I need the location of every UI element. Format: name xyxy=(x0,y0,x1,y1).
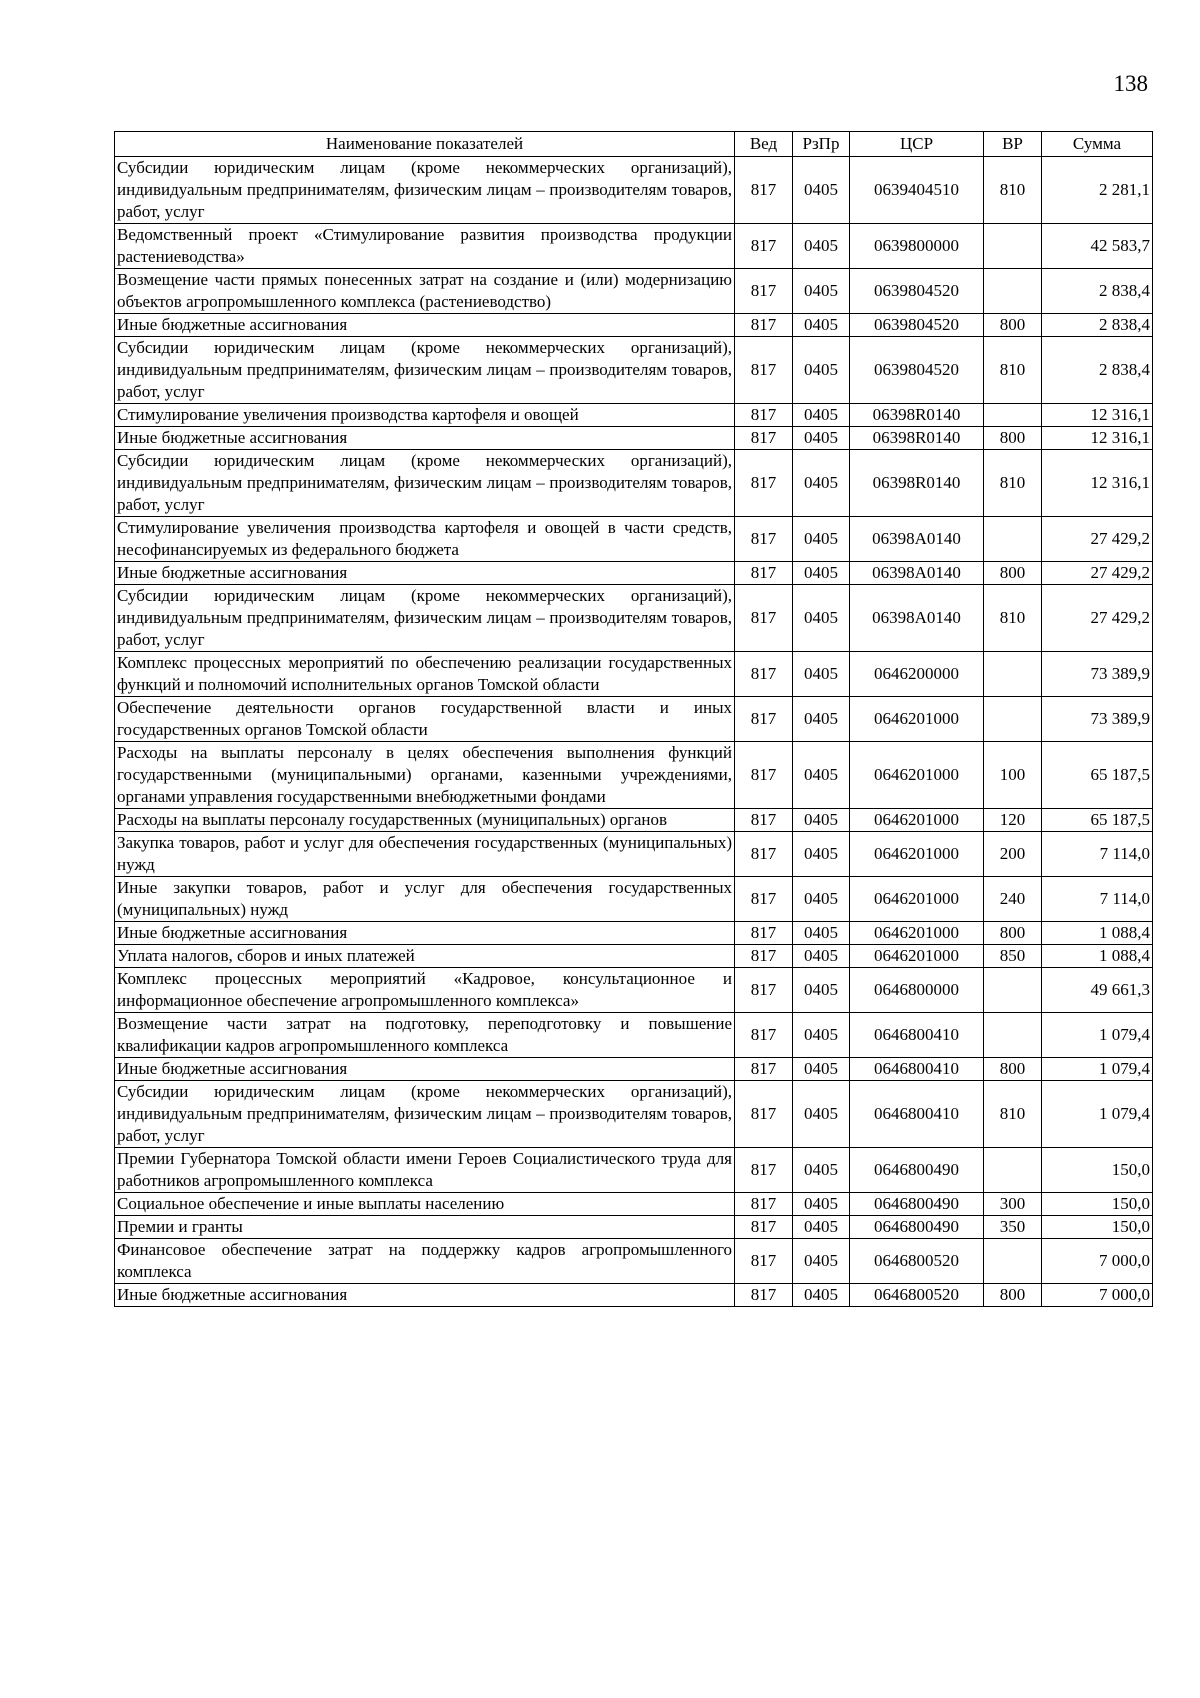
table-header-row xyxy=(115,132,1153,157)
cell-sum: 27 429,2 xyxy=(1042,562,1153,585)
cell-rzpr: 0405 xyxy=(793,337,850,404)
cell-ved: 817 xyxy=(735,585,793,652)
cell-name: Закупка товаров, работ и услуг для обеспечения государственных (муниципальных) нужд xyxy=(115,832,735,877)
cell-vr: 810 xyxy=(984,157,1042,224)
cell-csr: 0646800000 xyxy=(850,968,984,1013)
table-row xyxy=(115,157,1153,224)
cell-csr: 0646201000 xyxy=(850,922,984,945)
cell-csr: 0646201000 xyxy=(850,832,984,877)
cell-vr: 810 xyxy=(984,337,1042,404)
cell-csr: 06398R0140 xyxy=(850,427,984,450)
cell-sum: 12 316,1 xyxy=(1042,427,1153,450)
table-row xyxy=(115,450,1153,517)
cell-ved: 817 xyxy=(735,697,793,742)
cell-vr: 800 xyxy=(984,1058,1042,1081)
cell-vr: 200 xyxy=(984,832,1042,877)
cell-csr: 0646800520 xyxy=(850,1239,984,1284)
cell-csr: 06398A0140 xyxy=(850,562,984,585)
cell-name: Субсидии юридическим лицам (кроме некоммерческих организаций), индивидуальным предпринимателям, физическим лицам – производителям товаров, работ, услуг xyxy=(115,157,735,224)
cell-csr: 0639800000 xyxy=(850,224,984,269)
header-name: Наименование показателей xyxy=(115,132,735,157)
cell-ved: 817 xyxy=(735,427,793,450)
cell-ved: 817 xyxy=(735,922,793,945)
table-row xyxy=(115,1284,1153,1307)
cell-rzpr: 0405 xyxy=(793,832,850,877)
cell-vr: 810 xyxy=(984,450,1042,517)
table-row xyxy=(115,404,1153,427)
cell-name: Премии Губернатора Томской области имени Героев Социалистического труда для работников агропромышленного комплекса xyxy=(115,1148,735,1193)
cell-csr: 0639804520 xyxy=(850,337,984,404)
cell-rzpr: 0405 xyxy=(793,1013,850,1058)
cell-rzpr: 0405 xyxy=(793,1239,850,1284)
cell-sum: 2 838,4 xyxy=(1042,337,1153,404)
cell-sum: 7 000,0 xyxy=(1042,1239,1153,1284)
table-row xyxy=(115,1239,1153,1284)
cell-rzpr: 0405 xyxy=(793,517,850,562)
cell-ved: 817 xyxy=(735,1058,793,1081)
table-row xyxy=(115,269,1153,314)
table-row xyxy=(115,742,1153,809)
cell-vr xyxy=(984,269,1042,314)
cell-sum: 27 429,2 xyxy=(1042,585,1153,652)
cell-ved: 817 xyxy=(735,1081,793,1148)
cell-ved: 817 xyxy=(735,269,793,314)
cell-csr: 0646201000 xyxy=(850,945,984,968)
cell-vr: 240 xyxy=(984,877,1042,922)
cell-ved: 817 xyxy=(735,562,793,585)
cell-name: Субсидии юридическим лицам (кроме некоммерческих организаций), индивидуальным предпринимателям, физическим лицам – производителям товаров, работ, услуг xyxy=(115,1081,735,1148)
cell-ved: 817 xyxy=(735,968,793,1013)
cell-csr: 0646800490 xyxy=(850,1216,984,1239)
cell-ved: 817 xyxy=(735,809,793,832)
cell-name: Стимулирование увеличения производства картофеля и овощей в части средств, несофинансируемых из федерального бюджета xyxy=(115,517,735,562)
cell-vr: 810 xyxy=(984,585,1042,652)
cell-ved: 817 xyxy=(735,1239,793,1284)
cell-sum: 7 000,0 xyxy=(1042,1284,1153,1307)
cell-rzpr: 0405 xyxy=(793,1081,850,1148)
page-number: 138 xyxy=(1113,71,1148,96)
cell-ved: 817 xyxy=(735,742,793,809)
cell-rzpr: 0405 xyxy=(793,269,850,314)
table-row xyxy=(115,968,1153,1013)
cell-name: Ведомственный проект «Стимулирование развития производства продукции растениеводства» xyxy=(115,224,735,269)
cell-vr xyxy=(984,517,1042,562)
cell-rzpr: 0405 xyxy=(793,697,850,742)
cell-rzpr: 0405 xyxy=(793,922,850,945)
cell-csr: 06398A0140 xyxy=(850,517,984,562)
cell-name: Иные бюджетные ассигнования xyxy=(115,1284,735,1307)
cell-csr: 0646800490 xyxy=(850,1193,984,1216)
cell-csr: 0639804520 xyxy=(850,269,984,314)
cell-sum: 150,0 xyxy=(1042,1148,1153,1193)
cell-ved: 817 xyxy=(735,945,793,968)
header-rzpr: РзПр xyxy=(793,132,850,157)
cell-rzpr: 0405 xyxy=(793,968,850,1013)
cell-ved: 817 xyxy=(735,832,793,877)
table-row xyxy=(115,224,1153,269)
cell-vr: 850 xyxy=(984,945,1042,968)
cell-ved: 817 xyxy=(735,404,793,427)
cell-sum: 49 661,3 xyxy=(1042,968,1153,1013)
header-vr: ВР xyxy=(984,132,1042,157)
table-row xyxy=(115,314,1153,337)
cell-rzpr: 0405 xyxy=(793,809,850,832)
table-row xyxy=(115,1216,1153,1239)
cell-ved: 817 xyxy=(735,157,793,224)
cell-vr: 800 xyxy=(984,314,1042,337)
table-row xyxy=(115,1013,1153,1058)
cell-rzpr: 0405 xyxy=(793,1193,850,1216)
cell-sum: 150,0 xyxy=(1042,1216,1153,1239)
cell-vr xyxy=(984,1013,1042,1058)
cell-sum: 1 079,4 xyxy=(1042,1081,1153,1148)
cell-rzpr: 0405 xyxy=(793,1058,850,1081)
table-row xyxy=(115,809,1153,832)
cell-csr: 0646800410 xyxy=(850,1058,984,1081)
cell-rzpr: 0405 xyxy=(793,652,850,697)
cell-vr: 800 xyxy=(984,562,1042,585)
cell-name: Субсидии юридическим лицам (кроме некоммерческих организаций), индивидуальным предпринимателям, физическим лицам – производителям товаров, работ, услуг xyxy=(115,585,735,652)
cell-name: Финансовое обеспечение затрат на поддержку кадров агропромышленного комплекса xyxy=(115,1239,735,1284)
cell-name: Социальное обеспечение и иные выплаты населению xyxy=(115,1193,735,1216)
cell-name: Субсидии юридическим лицам (кроме некоммерческих организаций), индивидуальным предпринимателям, физическим лицам – производителям товаров, работ, услуг xyxy=(115,337,735,404)
cell-name: Обеспечение деятельности органов государственной власти и иных государственных органов Томской области xyxy=(115,697,735,742)
cell-sum: 1 088,4 xyxy=(1042,945,1153,968)
cell-vr: 300 xyxy=(984,1193,1042,1216)
cell-sum: 42 583,7 xyxy=(1042,224,1153,269)
cell-csr: 0646201000 xyxy=(850,697,984,742)
cell-ved: 817 xyxy=(735,1148,793,1193)
cell-sum: 65 187,5 xyxy=(1042,742,1153,809)
cell-vr xyxy=(984,697,1042,742)
cell-ved: 817 xyxy=(735,877,793,922)
cell-csr: 0646800490 xyxy=(850,1148,984,1193)
cell-rzpr: 0405 xyxy=(793,157,850,224)
cell-name: Уплата налогов, сборов и иных платежей xyxy=(115,945,735,968)
table-row xyxy=(115,337,1153,404)
cell-rzpr: 0405 xyxy=(793,742,850,809)
table-row xyxy=(115,1081,1153,1148)
table-row xyxy=(115,832,1153,877)
cell-sum: 73 389,9 xyxy=(1042,652,1153,697)
cell-vr: 800 xyxy=(984,922,1042,945)
cell-ved: 817 xyxy=(735,224,793,269)
cell-ved: 817 xyxy=(735,450,793,517)
table-row xyxy=(115,652,1153,697)
cell-name: Комплекс процессных мероприятий «Кадровое, консультационное и информационное обеспечение агропромышленного комплекса» xyxy=(115,968,735,1013)
cell-name: Иные бюджетные ассигнования xyxy=(115,1058,735,1081)
cell-sum: 7 114,0 xyxy=(1042,832,1153,877)
cell-vr xyxy=(984,1239,1042,1284)
cell-rzpr: 0405 xyxy=(793,314,850,337)
cell-vr xyxy=(984,1148,1042,1193)
cell-ved: 817 xyxy=(735,1284,793,1307)
cell-vr: 810 xyxy=(984,1081,1042,1148)
table-row xyxy=(115,1193,1153,1216)
cell-ved: 817 xyxy=(735,337,793,404)
cell-name: Комплекс процессных мероприятий по обеспечению реализации государственных функций и полномочий исполнительных органов Томской области xyxy=(115,652,735,697)
cell-rzpr: 0405 xyxy=(793,945,850,968)
budget-table xyxy=(114,131,1153,1307)
cell-ved: 817 xyxy=(735,314,793,337)
cell-vr xyxy=(984,652,1042,697)
table-row xyxy=(115,1058,1153,1081)
cell-name: Иные бюджетные ассигнования xyxy=(115,562,735,585)
cell-vr: 350 xyxy=(984,1216,1042,1239)
cell-csr: 0646800410 xyxy=(850,1013,984,1058)
cell-name: Расходы на выплаты персоналу государственных (муниципальных) органов xyxy=(115,809,735,832)
cell-name: Иные бюджетные ассигнования xyxy=(115,427,735,450)
cell-sum: 2 281,1 xyxy=(1042,157,1153,224)
cell-rzpr: 0405 xyxy=(793,1216,850,1239)
cell-vr: 100 xyxy=(984,742,1042,809)
cell-rzpr: 0405 xyxy=(793,450,850,517)
cell-sum: 1 079,4 xyxy=(1042,1013,1153,1058)
cell-csr: 0646800520 xyxy=(850,1284,984,1307)
cell-rzpr: 0405 xyxy=(793,404,850,427)
cell-csr: 0639804520 xyxy=(850,314,984,337)
cell-ved: 817 xyxy=(735,1216,793,1239)
table-row xyxy=(115,945,1153,968)
cell-csr: 0646201000 xyxy=(850,877,984,922)
cell-name: Премии и гранты xyxy=(115,1216,735,1239)
table-row xyxy=(115,427,1153,450)
cell-sum: 2 838,4 xyxy=(1042,314,1153,337)
cell-name: Иные бюджетные ассигнования xyxy=(115,314,735,337)
cell-sum: 65 187,5 xyxy=(1042,809,1153,832)
table-row xyxy=(115,697,1153,742)
cell-csr: 06398A0140 xyxy=(850,585,984,652)
cell-sum: 150,0 xyxy=(1042,1193,1153,1216)
table-row xyxy=(115,585,1153,652)
cell-name: Возмещение части прямых понесенных затрат на создание и (или) модернизацию объектов агропромышленного комплекса (растениеводство) xyxy=(115,269,735,314)
cell-sum: 2 838,4 xyxy=(1042,269,1153,314)
cell-vr: 120 xyxy=(984,809,1042,832)
cell-vr xyxy=(984,404,1042,427)
cell-csr: 0646800410 xyxy=(850,1081,984,1148)
cell-rzpr: 0405 xyxy=(793,585,850,652)
table-row xyxy=(115,562,1153,585)
cell-vr: 800 xyxy=(984,427,1042,450)
cell-sum: 12 316,1 xyxy=(1042,450,1153,517)
cell-ved: 817 xyxy=(735,517,793,562)
cell-name: Иные закупки товаров, работ и услуг для обеспечения государственных (муниципальных) нужд xyxy=(115,877,735,922)
table-row xyxy=(115,877,1153,922)
cell-csr: 06398R0140 xyxy=(850,404,984,427)
cell-sum: 73 389,9 xyxy=(1042,697,1153,742)
cell-name: Расходы на выплаты персоналу в целях обеспечения выполнения функций государственными (муниципальными) органами, казенными учреждениями, органами управления государственными внебюджетными фондами xyxy=(115,742,735,809)
table-row xyxy=(115,517,1153,562)
cell-csr: 0646200000 xyxy=(850,652,984,697)
cell-sum: 1 088,4 xyxy=(1042,922,1153,945)
cell-name: Иные бюджетные ассигнования xyxy=(115,922,735,945)
cell-name: Возмещение части затрат на подготовку, переподготовку и повышение квалификации кадров агропромышленного комплекса xyxy=(115,1013,735,1058)
cell-sum: 12 316,1 xyxy=(1042,404,1153,427)
cell-rzpr: 0405 xyxy=(793,427,850,450)
table-row xyxy=(115,1148,1153,1193)
cell-ved: 817 xyxy=(735,652,793,697)
cell-csr: 06398R0140 xyxy=(850,450,984,517)
cell-sum: 27 429,2 xyxy=(1042,517,1153,562)
cell-vr xyxy=(984,224,1042,269)
cell-sum: 7 114,0 xyxy=(1042,877,1153,922)
cell-rzpr: 0405 xyxy=(793,562,850,585)
header-ved: Вед xyxy=(735,132,793,157)
cell-rzpr: 0405 xyxy=(793,224,850,269)
header-csr: ЦСР xyxy=(850,132,984,157)
cell-name: Субсидии юридическим лицам (кроме некоммерческих организаций), индивидуальным предпринимателям, физическим лицам – производителям товаров, работ, услуг xyxy=(115,450,735,517)
cell-rzpr: 0405 xyxy=(793,1284,850,1307)
cell-csr: 0639404510 xyxy=(850,157,984,224)
cell-rzpr: 0405 xyxy=(793,877,850,922)
header-sum: Сумма xyxy=(1042,132,1153,157)
cell-csr: 0646201000 xyxy=(850,742,984,809)
table-row xyxy=(115,922,1153,945)
cell-name: Стимулирование увеличения производства картофеля и овощей xyxy=(115,404,735,427)
cell-sum: 1 079,4 xyxy=(1042,1058,1153,1081)
cell-ved: 817 xyxy=(735,1013,793,1058)
cell-vr xyxy=(984,968,1042,1013)
cell-vr: 800 xyxy=(984,1284,1042,1307)
cell-csr: 0646201000 xyxy=(850,809,984,832)
cell-ved: 817 xyxy=(735,1193,793,1216)
cell-rzpr: 0405 xyxy=(793,1148,850,1193)
